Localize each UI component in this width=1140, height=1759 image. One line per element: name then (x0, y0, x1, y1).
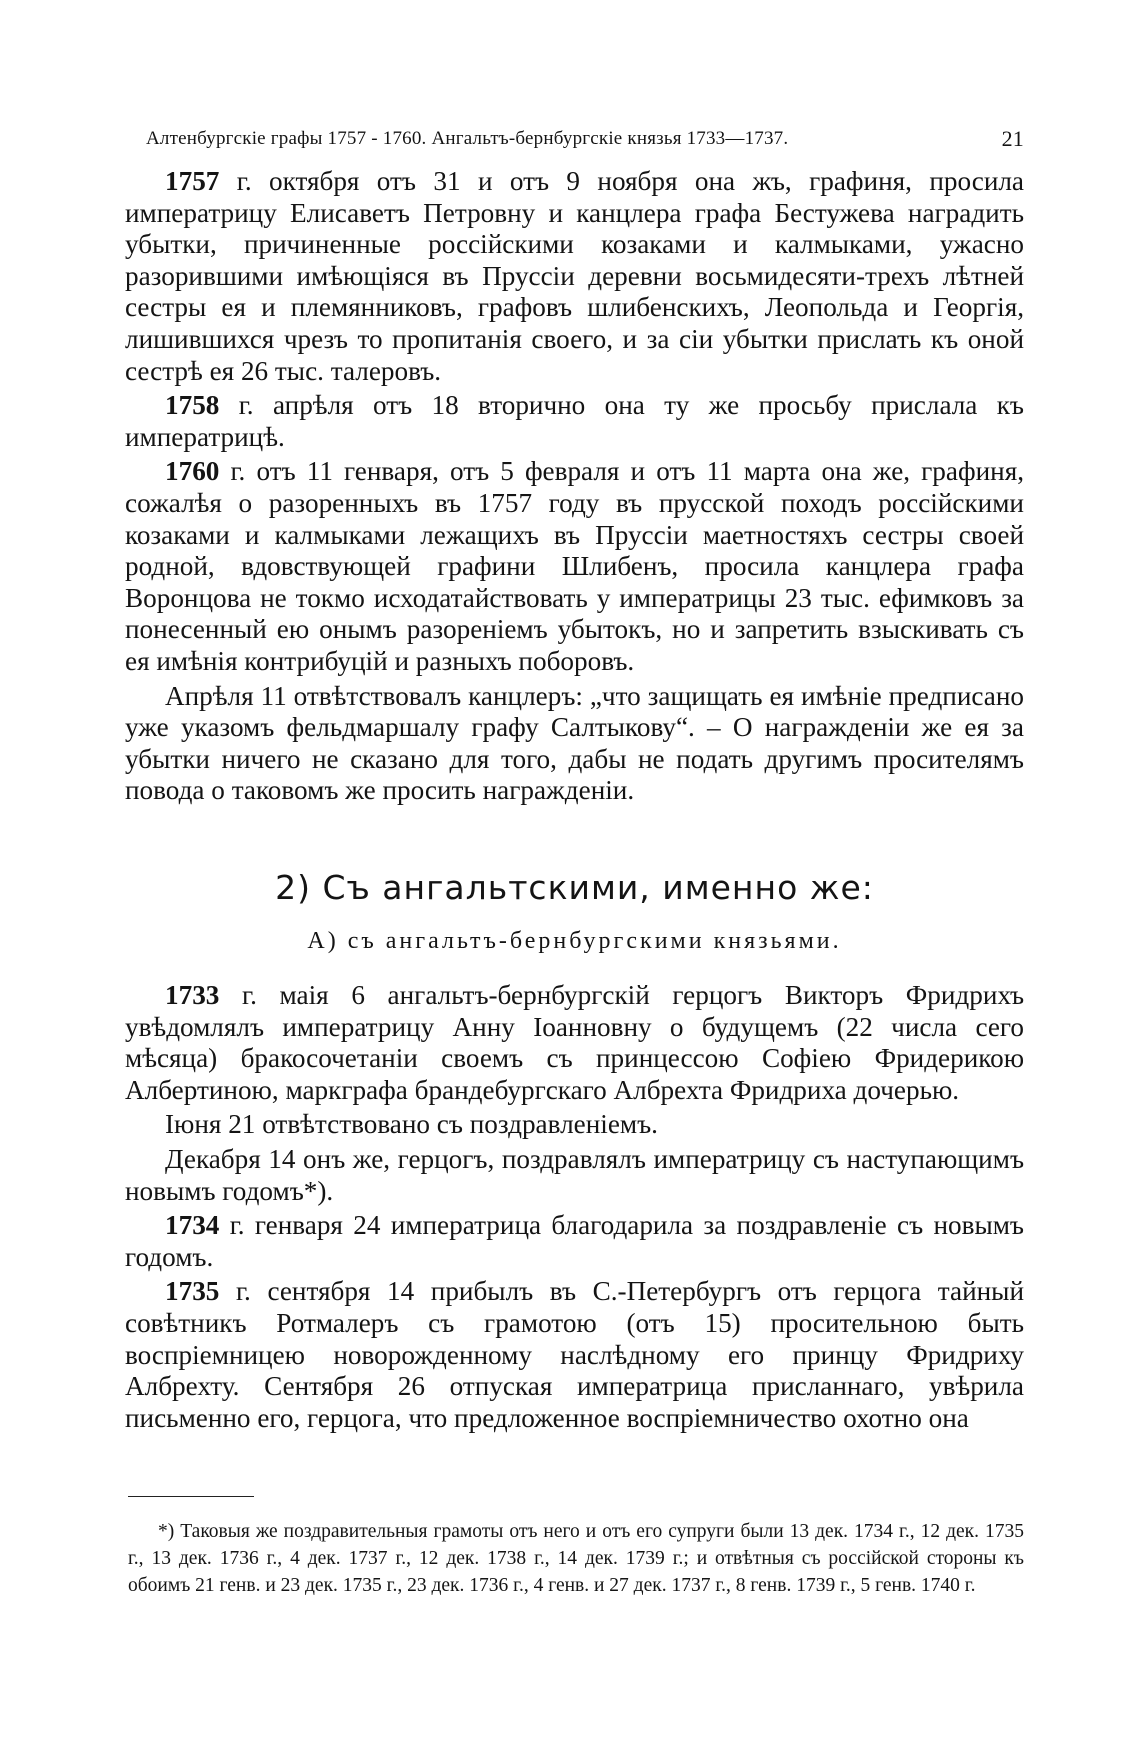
paragraph-june-reply (125, 1109, 1024, 1141)
paragraph-text: Апрѣля 11 отвѣтствовалъ канцлеръ: „что защищать ея имѣніе предписано уже указомъ фельдмаршалу графу Салтыкову“. – О награжденіи же ея за убытки ничего не сказано для того, дабы не подать другимъ просителямъ повода о таковомъ же просить награжденіи. (125, 680, 1024, 806)
subsection-title: А) съ ангальтъ-бернбургскими князьями. (307, 928, 842, 954)
paragraph-1733 (125, 980, 1024, 1106)
page-number: 21 (1001, 126, 1024, 151)
paragraph-year: 1734 (165, 1210, 220, 1241)
paragraph-april-reply (125, 681, 1024, 807)
section-title: 2) Съ ангальтскими, именно же: (275, 868, 874, 907)
paragraph-text: г. генваря 24 императрица благодарила за поздравленіе съ новымъ годомъ. (125, 1210, 1024, 1272)
paragraph-1735 (125, 1276, 1024, 1434)
footnotes (128, 1518, 1024, 1599)
running-head (140, 128, 1024, 158)
paragraph-text: г. отъ 11 генваря, отъ 5 февраля и отъ 11 марта она же, графиня, сожалѣя о разоренныхъ въ 1757 году въ прусской походъ россійскими козаками и калмыками лежащихъ въ Пруссіи маетностяхъ сестры своей родной, вдовствующей графини Шлибенъ, просила канцлера графа Воронцова не токмо исходатайствовать у императрицы 23 тыс. ефимковъ за понесенный ею онымъ разореніемъ убытокъ, но и запретить взыскивать съ ея имѣнія контрибуцій и разныхъ поборовъ. (125, 456, 1024, 676)
paragraph-year: 1758 (165, 390, 220, 421)
paragraph-1760 (125, 456, 1024, 677)
footnote-text: *) Таковыя же поздравительныя грамоты отъ него и отъ его супруги были 13 дек. 1734 г., 12 дек. 1735 г., 13 дек. 1736 г., 4 дек. 1737 г., 12 дек. 1738 г., 14 дек. 1739 г.; и отвѣтныя съ россійской стороны къ обоимъ 21 генв. и 23 дек. 1735 г., 23 дек. 1736 г., 4 генв. и 27 дек. 1737 г., 8 генв. 1739 г., 5 генв. 1740 г. (128, 1521, 1024, 1596)
paragraph-text: г. маія 6 ангальтъ-бернбургскій герцогъ Викторъ Фридрихъ увѣдомлялъ императрицу Анну Іоанновну о будущемъ (22 числа сего мѣсяца) бракосочетаніи своемъ съ принцессою Софіею Фридерикою Албертиною, маркграфа брандебургскаго Албрехта Фридриха дочерью. (125, 980, 1024, 1105)
paragraph-text: Декабря 14 онъ же, герцогъ, поздравлялъ императрицу съ наступающимъ новымъ годомъ*). (125, 1143, 1024, 1206)
body-text-part1 (125, 166, 1024, 810)
paragraph-text: г. апрѣля отъ 18 вторично она ту же просьбу прислала къ императрицѣ. (125, 390, 1024, 452)
paragraph-text: Іюня 21 отвѣтствовано съ поздравленіемъ. (165, 1109, 658, 1140)
running-head-title: Алтенбургскіе графы 1757 - 1760. Ангальтъ-бернбургскіе князья 1733—1737. (146, 128, 789, 149)
paragraph-year: 1733 (165, 980, 220, 1010)
footnote-divider (128, 1496, 254, 1497)
paragraph-year: 1735 (165, 1276, 220, 1307)
paragraph-1734 (125, 1210, 1024, 1273)
paragraph-1758 (125, 390, 1024, 453)
paragraph-text: г. сентября 14 прибылъ въ С.-Петербургъ отъ герцога тайный совѣтникъ Ротмалеръ съ грамотою (отъ 15) просительною быть воспріемницею новорожденному наслѣдному его принцу Фридриху Албрехту. Сентября 26 отпуская императрица присланнаго, увѣрила письменно его, герцога, что предложенное воспріемничество охотно она (125, 1276, 1024, 1433)
paragraph-december-greeting (125, 1144, 1024, 1207)
paragraph-text: г. октября отъ 31 и отъ 9 ноября она жъ, графиня, просила императрицу Елисаветъ Петровну и канцлера графа Бестужева наградить убытки, причиненные россійскими козаками и калмыками, ужасно разорившими имѣющіяся въ Пруссіи деревни восьмидесяти-трехъ лѣтней сестры ея и племянниковъ, графовъ шлибенскихъ, Леопольда и Георгія, лишившихся чрезъ то пропитанія своего, и за сіи убытки прислать къ оной сестрѣ ея 26 тыс. талеровъ. (125, 166, 1024, 386)
paragraph-1757 (125, 166, 1024, 387)
paragraph-year: 1757 (165, 166, 220, 196)
paragraph-year: 1760 (165, 456, 220, 487)
body-text-part2 (125, 980, 1024, 1437)
